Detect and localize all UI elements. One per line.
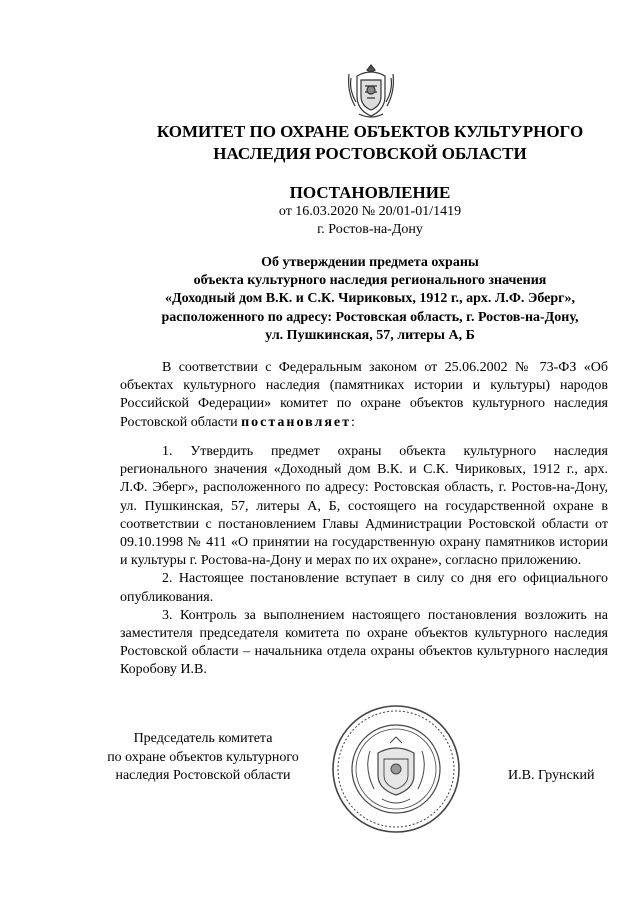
decree-word: постановляет <box>241 414 352 430</box>
title-line-3: «Доходный дом В.К. и С.К. Чириковых, 1912 г., арх. Л.Ф. Эберг», <box>164 291 576 307</box>
official-seal-icon <box>330 703 462 835</box>
decree-item-2: 2. Настоящее постановление вступает в силу со дня его официального опубликования. <box>120 571 608 605</box>
decree-items <box>120 443 608 680</box>
document-title <box>100 254 640 345</box>
document-city: г. Ростов-на-Дону <box>317 222 423 237</box>
title-line-2: объекта культурного наследия регионального значения <box>193 273 547 289</box>
document-type: ПОСТАНОВЛЕНИЕ <box>289 183 451 202</box>
signatory-line-3: наследия Ростовской области <box>115 768 291 783</box>
intro-text: В соответствии с Федеральным законом от 25.06.2002 № 73-ФЗ «Об объектах культурного наследия (памятниках истории и культуры) народов Российской Федерации» комитет по охране объектов культурного наследия Ростовской области <box>120 360 608 430</box>
signatory-name: И.В. Грунский <box>508 768 595 783</box>
signatory-line-1: Председатель комитета <box>133 731 273 746</box>
document-date-number: от 16.03.2020 № 20/01-01/1419 <box>278 204 462 219</box>
org-line-1: КОМИТЕТ ПО ОХРАНЕ ОБЪЕКТОВ КУЛЬТУРНОГО <box>156 122 584 141</box>
signatory-line-2: по охране объектов культурного <box>107 749 299 765</box>
decree-item-3: 3. Контроль за выполнением настоящего постановления возложить на заместителя председателя комитета по охране объектов культурного наследия Ростовской области – начальника отдела охраны объектов культурного наследия Коробову И.В. <box>120 607 608 678</box>
title-line-1: Об утверждении предмета охраны <box>261 255 479 270</box>
signatory-position <box>88 730 318 786</box>
intro-paragraph <box>120 359 608 432</box>
organization-name <box>120 121 620 165</box>
coat-of-arms-icon <box>345 62 397 120</box>
org-line-2: НАСЛЕДИЯ РОСТОВСКОЙ ОБЛАСТИ <box>213 144 527 163</box>
intro-colon: : <box>351 414 355 430</box>
title-line-4: расположенного по адресу: Ростовская область, г. Ростов-на-Дону, <box>161 309 579 325</box>
decree-item-1: 1. Утвердить предмет охраны объекта культурного наследия регионального значения «Доходный дом В.К. и С.К. Чириковых, 1912 г., арх. Л.Ф. Эберг», расположенного по адресу: Ростовская область, г. Ростов-на-Дону, ул. Пушкинская, 57, литеры А, Б, состоящего на государственной охране в соответствии с постановлением Главы Администрации Ростовской области от 09.10.1998 № 411 «О принятии на государственную охрану памятников истории и культуры г. Ростова-на-Дону и мерах по их охране», согласно приложению. <box>120 444 608 569</box>
title-line-5: ул. Пушкинская, 57, литеры А, Б <box>265 327 475 343</box>
